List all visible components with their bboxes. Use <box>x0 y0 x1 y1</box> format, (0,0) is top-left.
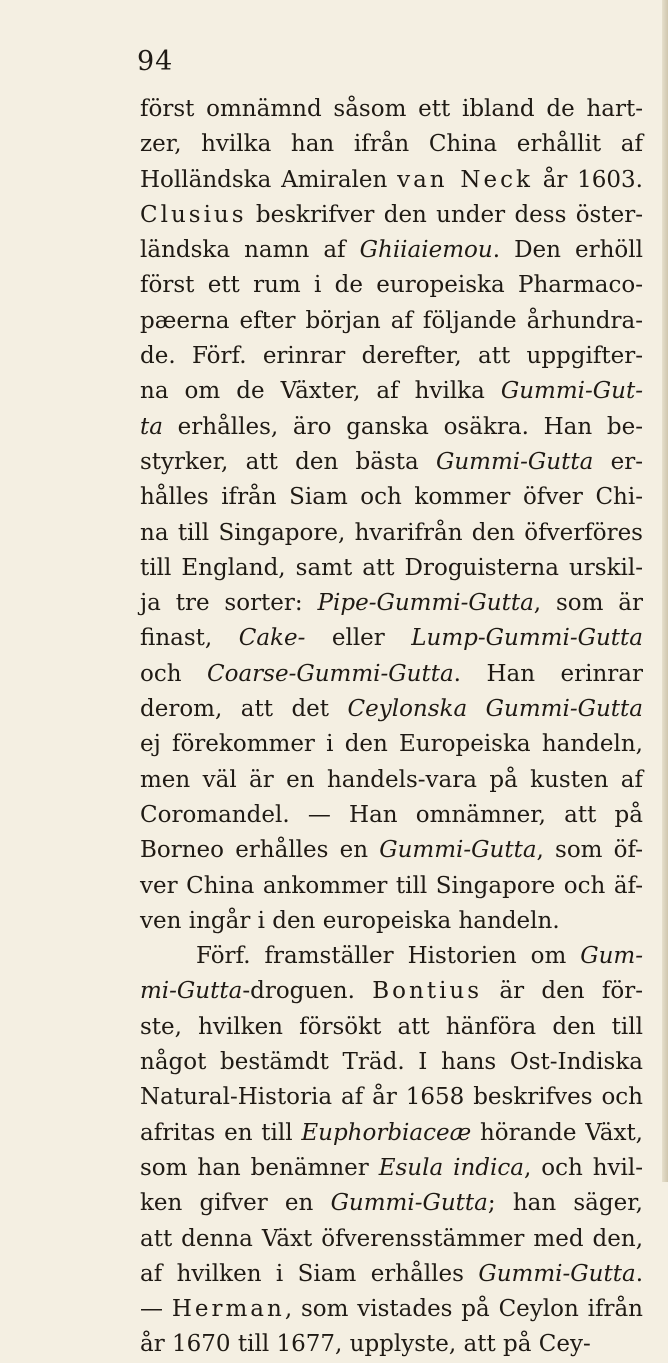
text-line <box>140 92 643 127</box>
text-segment: Natural-Historia af år 1658 beskrifves och <box>140 1084 643 1111</box>
text-segment: Gummi-Gut- <box>500 378 643 405</box>
text-segment: och <box>140 660 208 687</box>
text-segment: ver China ankommer till Singapore och äf- <box>140 872 643 899</box>
text-segment: Clusius <box>140 201 247 228</box>
text-segment: Cake- <box>238 625 306 652</box>
text-line <box>140 763 643 798</box>
text-line <box>140 727 643 762</box>
text-segment: Coromandel. — Han omnämner, att på <box>140 801 643 828</box>
text-segment: er- <box>593 448 643 475</box>
text-segment: van Neck <box>397 166 533 193</box>
text-segment: år 1670 till 1677, upplyste, att på Cey- <box>140 1331 591 1358</box>
text-line <box>140 657 643 692</box>
text-segment: Esula indica <box>378 1154 524 1181</box>
text-line <box>140 621 643 656</box>
text-segment: Holländska Amiralen <box>140 166 398 193</box>
text-segment: till England, samt att Droguisterna urskil- <box>140 554 643 581</box>
text-line <box>140 798 643 833</box>
text-segment: ej förekommer i den Europeiska handeln, <box>140 731 643 758</box>
text-line <box>140 1151 643 1186</box>
text-segment: eller <box>305 625 412 652</box>
text-segment: , som vistades på Ceylon ifrån <box>284 1296 643 1323</box>
text-segment: -droguen. <box>242 978 373 1005</box>
text-line <box>140 268 643 303</box>
text-line <box>140 339 643 374</box>
text-segment: Lump-Gummi-Gutta <box>411 625 643 652</box>
text-segment: ste, hvilken försökt att hänföra den till <box>140 1013 643 1040</box>
text-segment: . Han erinrar <box>453 660 643 687</box>
text-line <box>140 127 643 162</box>
text-segment: ; han säger, <box>487 1190 643 1217</box>
text-line <box>140 551 643 586</box>
text-line <box>140 1257 643 1292</box>
text-segment: Euphorbiaceæ <box>301 1119 472 1146</box>
text-segment: Gummi-Gutta <box>379 837 537 864</box>
text-segment: na om de Växter, af hvilka <box>140 378 501 405</box>
text-line <box>140 1222 643 1257</box>
text-segment: Coarse-Gummi-Gutta <box>207 660 454 687</box>
text-line <box>140 304 643 339</box>
text-line <box>140 445 643 480</box>
text-segment: Gummi-Gutta <box>330 1190 488 1217</box>
page-number: 94 <box>137 46 174 77</box>
text-line <box>140 833 643 868</box>
text-segment: ländska namn af <box>140 237 360 264</box>
text-line <box>140 692 643 727</box>
text-line <box>140 163 643 198</box>
text-segment: pæerna efter början af följande århundra- <box>140 307 643 334</box>
text-segment: styrker, att den bästa <box>140 448 436 475</box>
text-line <box>140 410 643 445</box>
text-segment: derom, att det <box>140 696 348 723</box>
text-segment: na till Singapore, hvarifrån den öfverföres <box>140 519 643 546</box>
text-segment: mi-Gutta <box>140 978 243 1005</box>
text-line <box>140 1010 643 1045</box>
text-segment: Pipe-Gummi-Gutta <box>317 590 534 617</box>
text-line <box>140 869 643 904</box>
text-segment: af hvilken i Siam erhålles <box>140 1260 479 1287</box>
text-segment: först omnämnd såsom ett ibland de hart- <box>140 96 643 122</box>
text-line <box>140 1186 643 1221</box>
text-segment: Gummi-Gutta <box>478 1260 636 1287</box>
text-segment: ken gifver en <box>140 1190 331 1217</box>
text-segment: ja tre sorter: <box>140 590 318 617</box>
text-segment: att denna Växt öfverensstämmer med den, <box>140 1225 643 1252</box>
text-line <box>140 233 643 268</box>
text-line <box>140 904 643 939</box>
text-segment: Gum- <box>580 943 643 970</box>
text-line <box>140 1080 643 1115</box>
text-segment: något bestämdt Träd. I hans Ost-Indiska <box>140 1049 643 1076</box>
text-segment: . <box>635 1260 643 1287</box>
text-line <box>140 586 643 621</box>
text-line <box>140 939 643 974</box>
text-segment: år 1603. <box>532 166 643 193</box>
text-segment: Ceylonska Gummi-Gutta <box>347 696 643 723</box>
text-segment: — <box>140 1296 172 1323</box>
text-line <box>140 480 643 515</box>
text-segment: Bontius <box>372 978 483 1005</box>
text-line <box>140 974 643 1009</box>
text-segment: ta <box>140 413 163 440</box>
page-edge <box>662 0 668 1182</box>
text-line <box>140 516 643 551</box>
text-segment: erhålles, äro ganska osäkra. Han be- <box>162 413 643 440</box>
text-segment: zer, hvilka han ifrån China erhållit af <box>140 131 643 158</box>
text-line <box>140 1045 643 1080</box>
text-line <box>140 374 643 409</box>
text-segment: afritas en till <box>140 1119 302 1146</box>
text-segment: , och hvil- <box>523 1154 643 1181</box>
text-segment: som han benämner <box>140 1154 379 1181</box>
text-line <box>140 1116 643 1151</box>
text-segment: är den för- <box>482 978 643 1005</box>
text-segment: . Den erhöll <box>492 237 643 264</box>
text-segment: Förf. framställer Historien om <box>196 943 581 970</box>
text-segment: beskrifver den under dess öster- <box>246 201 643 228</box>
text-segment: ven ingår i den europeiska handeln. <box>140 907 560 934</box>
text-segment: finast, <box>140 625 239 652</box>
text-segment: hörande Växt, <box>471 1119 643 1146</box>
body-text <box>140 92 643 1363</box>
text-segment: de. Förf. erinrar derefter, att uppgifter- <box>140 343 643 370</box>
text-line <box>140 1292 643 1327</box>
text-line <box>140 198 643 233</box>
text-segment: Borneo erhålles en <box>140 837 380 864</box>
text-segment: först ett rum i de europeiska Pharmaco- <box>140 272 643 299</box>
text-segment: , som är <box>533 590 643 617</box>
text-segment: Gummi-Gutta <box>436 448 594 475</box>
text-line <box>140 1327 643 1362</box>
text-segment: , som öf- <box>536 837 643 864</box>
text-segment: Herman <box>171 1296 285 1323</box>
text-segment: men väl är en handels-vara på kusten af <box>140 766 643 793</box>
text-segment: hålles ifrån Siam och kommer öfver Chi- <box>140 484 643 511</box>
text-segment: Ghiiaiemou <box>359 237 493 264</box>
